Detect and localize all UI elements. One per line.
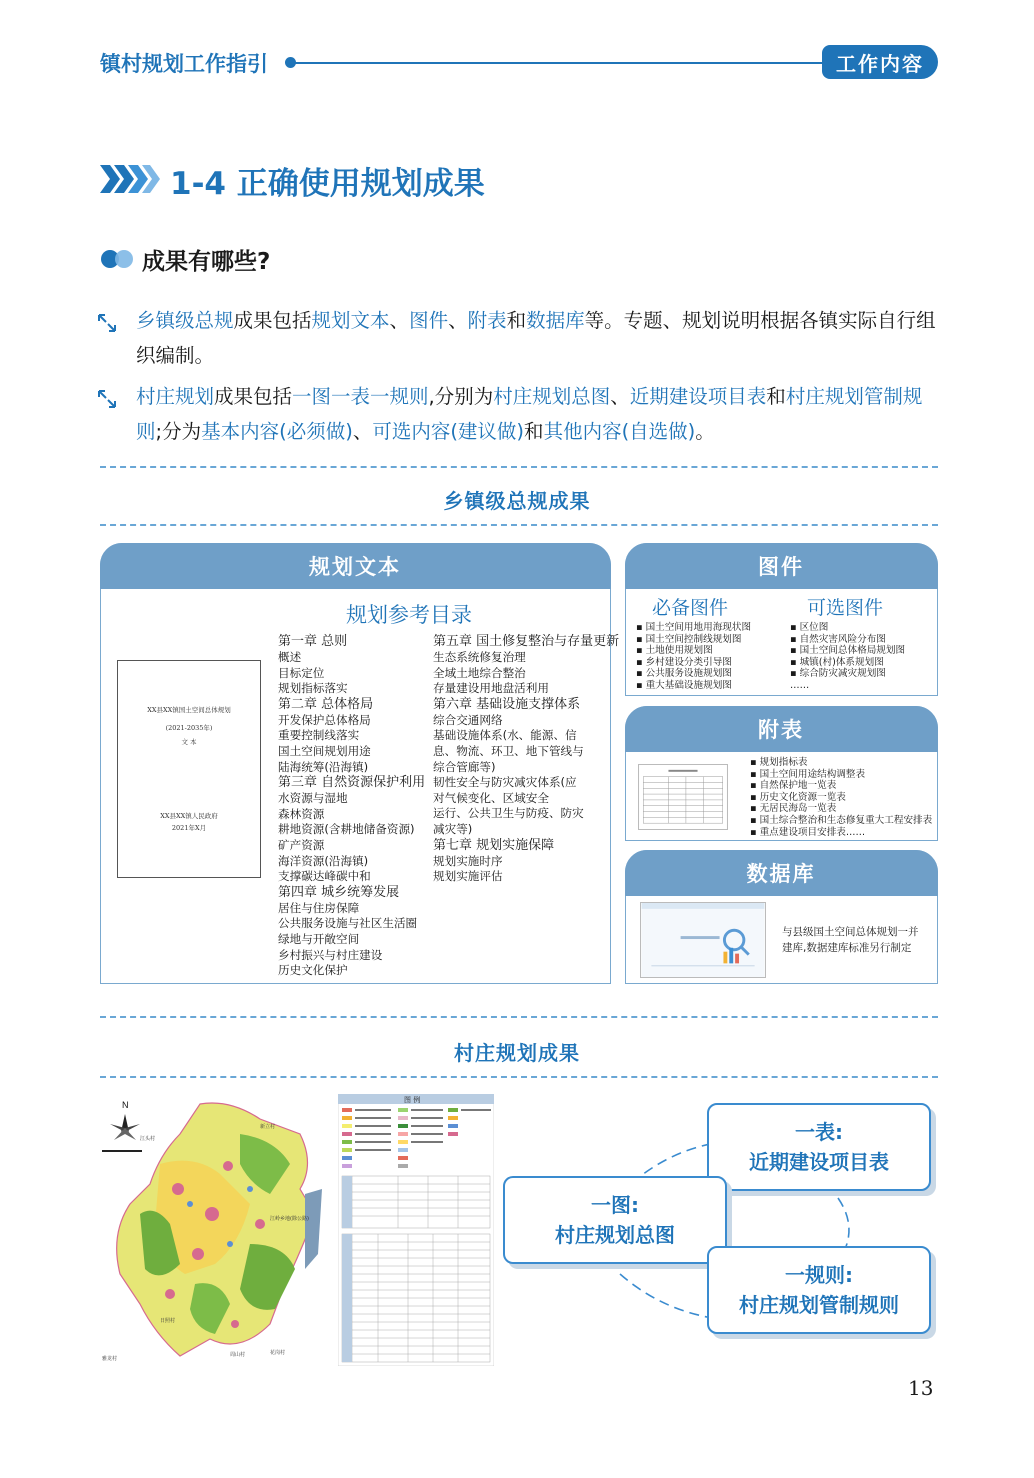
- box-village-master-plan: [503, 1176, 727, 1264]
- toc-item: 第二章 总体格局: [278, 696, 374, 712]
- divider: [100, 1016, 938, 1018]
- box-label-line: 村庄规划管制规则: [739, 1293, 899, 1317]
- list-item: ▪ 自然灾害风险分布图: [790, 633, 886, 645]
- toc-item: 运行、公共卫生与防疫、防灾: [433, 806, 584, 821]
- expand-arrows-icon: [98, 390, 116, 408]
- divider: [100, 1076, 938, 1078]
- list-item: ▪ 乡村建设分类引导图: [636, 656, 732, 668]
- village-land-use-map: [100, 1094, 330, 1366]
- database-screenshot: [640, 902, 766, 978]
- page-number: 13: [908, 1376, 934, 1400]
- toc-title: 规划参考目录: [346, 603, 472, 627]
- box-label-line: 一规则:: [785, 1263, 853, 1287]
- box-label-line: 一表:: [795, 1120, 843, 1144]
- toc-item: 第六章 基础设施支撑体系: [433, 696, 581, 712]
- box-near-term-project-table: [707, 1103, 931, 1191]
- toc-item: 水资源与湿地: [278, 791, 348, 806]
- list-item: ▪ 自然保护地一览表: [750, 780, 837, 792]
- list-item: ▪ 重点建设项目安排表……: [750, 826, 866, 838]
- section-title: 1-4 正确使用规划成果: [170, 166, 485, 202]
- tables-panel-title: 附表: [625, 706, 938, 752]
- running-header-title: 镇村规划工作指引: [100, 52, 268, 76]
- database-desc-line: 建库,数据建库标准另行制定: [782, 942, 912, 954]
- toc-item: 规划实施评估: [433, 869, 503, 884]
- table-thumbnail: [638, 764, 728, 830]
- expand-arrows-icon: [98, 314, 116, 332]
- map-village-label: 新立村: [260, 1124, 276, 1130]
- map-village-label: 花岗村: [270, 1350, 286, 1356]
- header-badge: 工作内容: [822, 45, 938, 79]
- box-label-line: 村庄规划总图: [555, 1223, 675, 1247]
- document-cover: [117, 660, 261, 878]
- map-village-label: 日照村: [160, 1318, 176, 1324]
- double-dot-icon: [100, 249, 136, 269]
- box-village-control-rules: [707, 1246, 931, 1334]
- toc-item: 耕地资源(含耕地储备资源): [278, 822, 415, 837]
- toc-item: 概述: [278, 650, 302, 664]
- list-item: ▪ 国土综合整治和生态修复重大工程安排表: [750, 814, 933, 826]
- toc-item: 支撑碳达峰碳中和: [278, 869, 371, 884]
- paragraph-village: 村庄规划成果包括一图一表一规则,分别为村庄规划总图、近期建设项目表和村庄规划管制规则;分为基本内容(必须做)、可选内容(建议做)和其他内容(自选做)。: [136, 385, 923, 443]
- list-item: ……: [790, 679, 810, 691]
- chevrons-icon: [100, 163, 160, 195]
- toc-item: 目标定位: [278, 665, 325, 680]
- tables-list: [750, 757, 932, 838]
- cover-org: XX县XX镇人民政府: [160, 812, 218, 820]
- legend-title: 图 例: [404, 1096, 421, 1104]
- list-item: ▪ 国土空间用地用海现状图: [636, 622, 752, 633]
- toc-item: 历史文化保护: [278, 963, 348, 978]
- cover-title: XX县XX镇国土空间总体规划: [147, 706, 231, 714]
- list-item: ▪ 土地使用规划图: [636, 645, 713, 657]
- township-band-title: 乡镇级总规成果: [443, 489, 591, 513]
- toc-item: 规划指标落实: [278, 681, 348, 696]
- list-item: ▪ 国土空间用途结构调整表: [750, 768, 866, 780]
- list-item: ▪ 历史文化资源一览表: [750, 791, 846, 803]
- toc-item: 综合交通网络: [433, 712, 503, 727]
- toc-item: 息、物流、环卫、地下管线与: [433, 743, 584, 758]
- list-item: ▪ 重大基础设施规划图: [636, 679, 732, 691]
- list-item: ▪ 无居民海岛一览表: [750, 803, 837, 815]
- list-item: ▪ 规划指标表: [750, 757, 808, 768]
- toc-item: 重要控制线落实: [278, 728, 360, 743]
- toc-item: 第五章 国土修复整治与存量更新: [433, 634, 620, 649]
- subsection-title: 成果有哪些?: [142, 249, 271, 275]
- database-desc-line: 与县级国土空间总体规划一并: [782, 926, 919, 938]
- toc-item: 全域土地综合整治: [433, 665, 526, 680]
- paragraph-township: 乡镇级总规成果包括规划文本、图件、附表和数据库等。专题、规划说明根据各镇实际自行组织编制。: [136, 309, 936, 367]
- list-item: ▪ 国土空间控制线规划图: [636, 633, 742, 645]
- map-village-label: 周山村: [230, 1352, 246, 1358]
- figures-panel-title: 图件: [625, 543, 938, 589]
- optional-figures-list: [790, 622, 905, 692]
- toc-column-2: [433, 634, 619, 885]
- toc-item: 乡村振兴与村庄建设: [278, 947, 383, 962]
- divider: [100, 466, 938, 468]
- toc-item: 综合管廊等): [433, 759, 496, 774]
- toc-item: 海洋资源(沿海镇): [278, 853, 369, 868]
- toc-item: 绿地与开敞空间: [278, 931, 360, 946]
- toc-item: 陆海统筹(沿海镇): [278, 759, 369, 774]
- toc-item: 第三章 自然资源保护利用: [278, 775, 426, 791]
- toc-item: 矿产资源: [278, 837, 325, 852]
- optional-figures-title: 可选图件: [807, 597, 884, 619]
- village-band-title: 村庄规划成果: [454, 1041, 580, 1065]
- toc-item: 生态系统修复治理: [433, 650, 526, 664]
- divider: [100, 524, 938, 526]
- toc-item: 开发保护总体格局: [278, 712, 371, 727]
- list-item: ▪ 公共服务设施规划图: [636, 668, 732, 680]
- toc-item: 减灾等): [433, 821, 473, 836]
- cover-years: (2021-2035年): [165, 724, 213, 732]
- toc-column-1: [278, 634, 425, 979]
- toc-item: 基础设施体系(水、能源、信: [433, 728, 577, 743]
- toc-item: 规划实施时序: [433, 853, 503, 868]
- toc-item: 国土空间规划用途: [278, 743, 371, 758]
- toc-item: 韧性安全与防灾减灾体系(应: [433, 775, 577, 790]
- toc-item: 森林资源: [278, 806, 325, 821]
- toc-item: 第七章 规划实施保障: [433, 837, 555, 853]
- toc-item: 第一章 总则: [278, 634, 348, 649]
- north-label: N: [122, 1100, 129, 1110]
- toc-item: 第四章 城乡统筹发展: [278, 884, 400, 900]
- box-label-line: 近期建设项目表: [749, 1150, 889, 1174]
- list-item: ▪ 国土空间总体格局规划图: [790, 645, 906, 657]
- required-figures-list: [636, 622, 751, 692]
- toc-item: 对气候变化、区域安全: [433, 790, 549, 805]
- map-village-label: 雅龙村: [102, 1356, 118, 1362]
- map-village-label: 江岭乡地(除公路): [270, 1216, 309, 1222]
- header-rule: [294, 62, 834, 64]
- map-village-label: 江头村: [140, 1136, 156, 1142]
- toc-item: 存量建设用地盘活利用: [433, 681, 549, 696]
- text-panel-title: 规划文本: [100, 543, 611, 589]
- box-label-line: 一图:: [591, 1193, 639, 1217]
- cover-date: 2021年X月: [171, 824, 207, 832]
- required-figures-title: 必备图件: [652, 597, 729, 619]
- list-item: ▪ 综合防灾减灾规划图: [790, 668, 886, 680]
- legend-and-table-thumbnail: [338, 1094, 494, 1366]
- toc-item: 公共服务设施与社区生活圈: [278, 916, 418, 931]
- list-item: ▪ 区位图: [790, 622, 829, 633]
- list-item: ▪ 城镇(村)体系规划图: [790, 656, 884, 668]
- database-panel-title: 数据库: [625, 850, 938, 896]
- toc-item: 居住与住房保障: [278, 900, 360, 915]
- cover-subtitle: 文 本: [181, 738, 197, 746]
- database-description: [782, 924, 919, 956]
